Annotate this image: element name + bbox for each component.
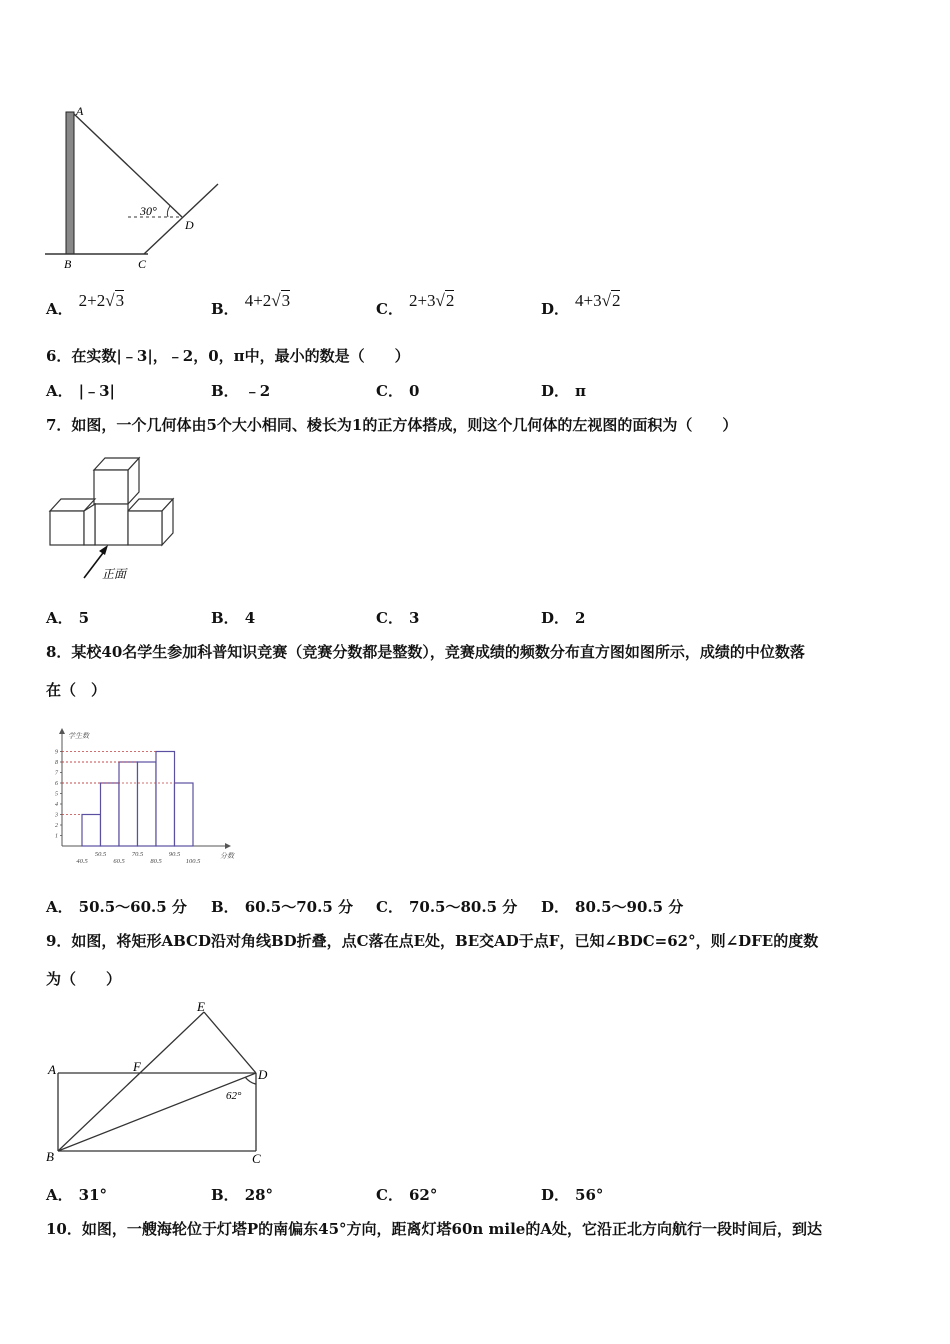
q10-stem: 10．如图，一艘海轮位于灯塔P的南偏东45°方向，距离灯塔60n mile的A处，它沿正北方向航行一段时间后，到达 bbox=[46, 1220, 822, 1238]
q6-option-a[interactable]: A． |﹣3| bbox=[46, 382, 115, 400]
q7-stem: 7．如图，一个几何体由5个大小相同、棱长为1的正方体搭成，则这个几何体的左视图的面积为（ ） bbox=[46, 416, 738, 434]
q5-label-a: A bbox=[76, 104, 84, 118]
q9-option-d[interactable]: D． 56° bbox=[541, 1186, 604, 1204]
q7-cube-figure bbox=[44, 450, 180, 586]
q8-option-a[interactable]: A． 50.5～60.5 分 bbox=[46, 898, 187, 916]
hist-bar bbox=[101, 783, 120, 846]
q7-option-a[interactable]: A． 5 bbox=[46, 609, 90, 627]
hist-x-tick-label: 90.5 bbox=[168, 851, 181, 858]
q7-front-label: 正面 bbox=[102, 567, 127, 581]
hist-x-axis-title: 分数 bbox=[220, 852, 234, 860]
q9-label-a: A bbox=[48, 1062, 56, 1077]
hist-y-axis-arrow bbox=[59, 728, 65, 734]
q7-option-b[interactable]: B． 4 bbox=[211, 609, 256, 627]
q6-option-b[interactable]: B． ﹣2 bbox=[211, 382, 271, 400]
q5-pole bbox=[66, 112, 74, 254]
hist-bar bbox=[119, 762, 138, 846]
q5-label-b: B bbox=[64, 257, 72, 271]
q5-option-d[interactable]: D． 4+3√2 bbox=[541, 291, 621, 318]
q9-line-bd bbox=[58, 1073, 256, 1151]
q5-option-b[interactable]: B． 4+2√3 bbox=[211, 291, 291, 318]
q5-label-c: C bbox=[138, 257, 147, 271]
hist-x-tick-label: 100.5 bbox=[185, 858, 201, 865]
q9-label-c: C bbox=[252, 1151, 261, 1166]
q9-angle-arc bbox=[245, 1077, 256, 1084]
hist-y-tick-label: 4 bbox=[55, 802, 58, 808]
hist-y-tick-label: 9 bbox=[55, 749, 58, 756]
hist-y-tick-label: 5 bbox=[55, 791, 58, 798]
q7-cube-top-front bbox=[94, 470, 128, 504]
hist-x-tick-label: 40.5 bbox=[76, 858, 88, 865]
hist-bar bbox=[138, 762, 157, 846]
q5-option-c[interactable]: C． 2+3√2 bbox=[376, 291, 455, 318]
hist-y-tick-label: 7 bbox=[55, 770, 58, 777]
q8-option-d[interactable]: D． 80.5～90.5 分 bbox=[541, 898, 684, 916]
q6-option-c[interactable]: C． 0 bbox=[376, 382, 420, 400]
q9-label-e: E bbox=[197, 999, 205, 1014]
q9-angle-label: 62° bbox=[226, 1090, 242, 1102]
q9-line-ed bbox=[204, 1012, 256, 1073]
hist-x-axis-arrow bbox=[225, 843, 231, 849]
hist-y-tick-label: 2 bbox=[55, 823, 58, 829]
q5-label-d: D bbox=[185, 218, 194, 232]
q7-cube-front-left bbox=[50, 511, 84, 545]
q7-option-c[interactable]: C． 3 bbox=[376, 609, 420, 627]
hist-y-tick-label: 1 bbox=[55, 833, 58, 840]
q9-option-a[interactable]: A． 31° bbox=[46, 1186, 108, 1204]
q9-figure bbox=[40, 995, 280, 1171]
hist-bar bbox=[82, 815, 101, 847]
hist-bar bbox=[175, 783, 194, 846]
q6-stem: 6．在实数|﹣3|，﹣2，0，π中，最小的数是（ ） bbox=[46, 347, 410, 365]
q9-stem-line1: 9．如图，将矩形ABCD沿对角线BD折叠，点C落在点E处，BE交AD于点F，已知∠BDC=62°，则∠DFE的度数 bbox=[46, 932, 819, 950]
q7-cube-mid-side bbox=[84, 504, 95, 545]
q7-cube-front-right bbox=[128, 511, 162, 545]
hist-y-tick-label: 6 bbox=[55, 781, 58, 787]
hist-y-axis-title: 学生数 bbox=[68, 732, 89, 740]
q5-angle-arc bbox=[167, 206, 170, 217]
q6-option-d[interactable]: D． π bbox=[541, 382, 586, 400]
q7-cube-front-middle bbox=[95, 504, 128, 545]
q9-stem-line2: 为（ ） bbox=[46, 970, 122, 988]
q7-arrow-head bbox=[99, 545, 108, 555]
q9-option-c[interactable]: C． 62° bbox=[376, 1186, 438, 1204]
q7-option-d[interactable]: D． 2 bbox=[541, 609, 586, 627]
q8-stem-line2: 在（ ） bbox=[46, 681, 107, 699]
q8-option-b[interactable]: B． 60.5～70.5 分 bbox=[211, 898, 353, 916]
hist-x-tick-label: 60.5 bbox=[113, 858, 125, 865]
hist-bar bbox=[156, 752, 175, 847]
hist-x-tick-label: 70.5 bbox=[131, 851, 144, 858]
q5-figure bbox=[40, 100, 230, 275]
q5-slope bbox=[144, 184, 218, 254]
hist-y-tick-label: 3 bbox=[55, 812, 58, 819]
q9-label-b: B bbox=[46, 1149, 54, 1164]
q9-label-f: F bbox=[133, 1059, 141, 1074]
q5-angle-label: 30° bbox=[140, 204, 157, 218]
hist-x-tick-label: 80.5 bbox=[150, 858, 162, 865]
q8-histogram bbox=[50, 726, 240, 868]
q5-option-a[interactable]: A． 2+2√3 bbox=[46, 291, 125, 318]
hist-y-tick-label: 8 bbox=[55, 760, 58, 766]
q5-rope bbox=[74, 114, 182, 217]
q8-stem-line1: 8．某校40名学生参加科普知识竞赛（竞赛分数都是整数），竞赛成绩的频数分布直方图如图所示，成绩的中位数落 bbox=[46, 643, 805, 661]
q9-option-b[interactable]: B． 28° bbox=[211, 1186, 274, 1204]
q9-line-be bbox=[58, 1012, 204, 1151]
q9-label-d: D bbox=[258, 1067, 268, 1082]
hist-x-tick-label: 50.5 bbox=[94, 851, 107, 858]
q8-option-c[interactable]: C． 70.5～80.5 分 bbox=[376, 898, 518, 916]
